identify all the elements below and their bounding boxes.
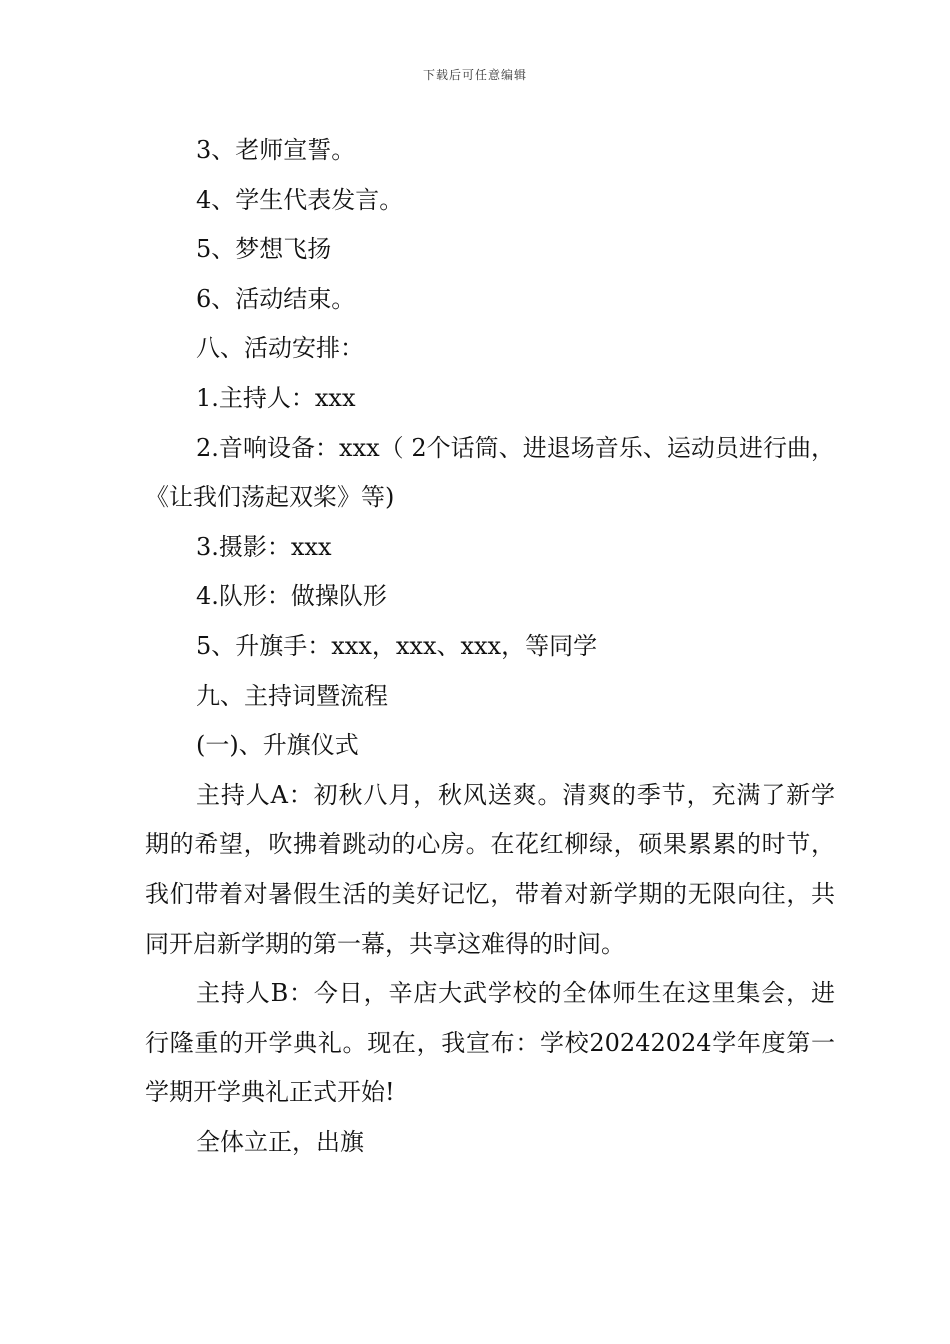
section-heading-host-script: 九、主持词暨流程 (196, 681, 388, 710)
line-attention-flag: 全体立正，出旗 (196, 1127, 364, 1156)
item-dream-flying: 5、梦想飞扬 (196, 235, 332, 264)
item-photography: 3.摄影：xxx (196, 532, 332, 561)
item-formation: 4.队形：做操队形 (196, 582, 387, 611)
item-activity-end: 6、活动结束。 (196, 284, 356, 313)
item-host: 1.主持人：xxx (196, 383, 356, 412)
item-teacher-oath: 3、老师宣誓。 (196, 136, 356, 164)
subsection-flag-ceremony: (一)、升旗仪式 (196, 731, 359, 760)
item-audio-equipment: 2.音响设备：xxx（ 2个话筒、进退场音乐、运动员进行曲，《让我们荡起双桨》等) (145, 433, 835, 512)
paragraph-host-a: 主持人A：初秋八月，秋风送爽。清爽的季节，充满了新学期的希望，吹拂着跳动的心房。在花红柳绿，硕果累累的时节，我们带着对暑假生活的美好记忆，带着对新学期的无限向往，共同开启新学期的第一幕，共享这难得的时间。 (145, 780, 835, 958)
document-body (145, 126, 835, 1167)
page-header-note: 下载后可任意编辑 (422, 68, 527, 82)
item-student-speech: 4、学生代表发言。 (196, 185, 404, 214)
item-flag-raisers: 5、升旗手：xxx，xxx、xxx，等同学 (196, 631, 598, 660)
section-heading-arrangement: 八、活动安排： (196, 334, 364, 363)
paragraph-host-b: 主持人B：今日，辛店大武学校的全体师生在这里集会，进行隆重的开学典礼。现在，我宣布：学校20242024学年度第一学期开学典礼正式开始! (145, 979, 835, 1107)
